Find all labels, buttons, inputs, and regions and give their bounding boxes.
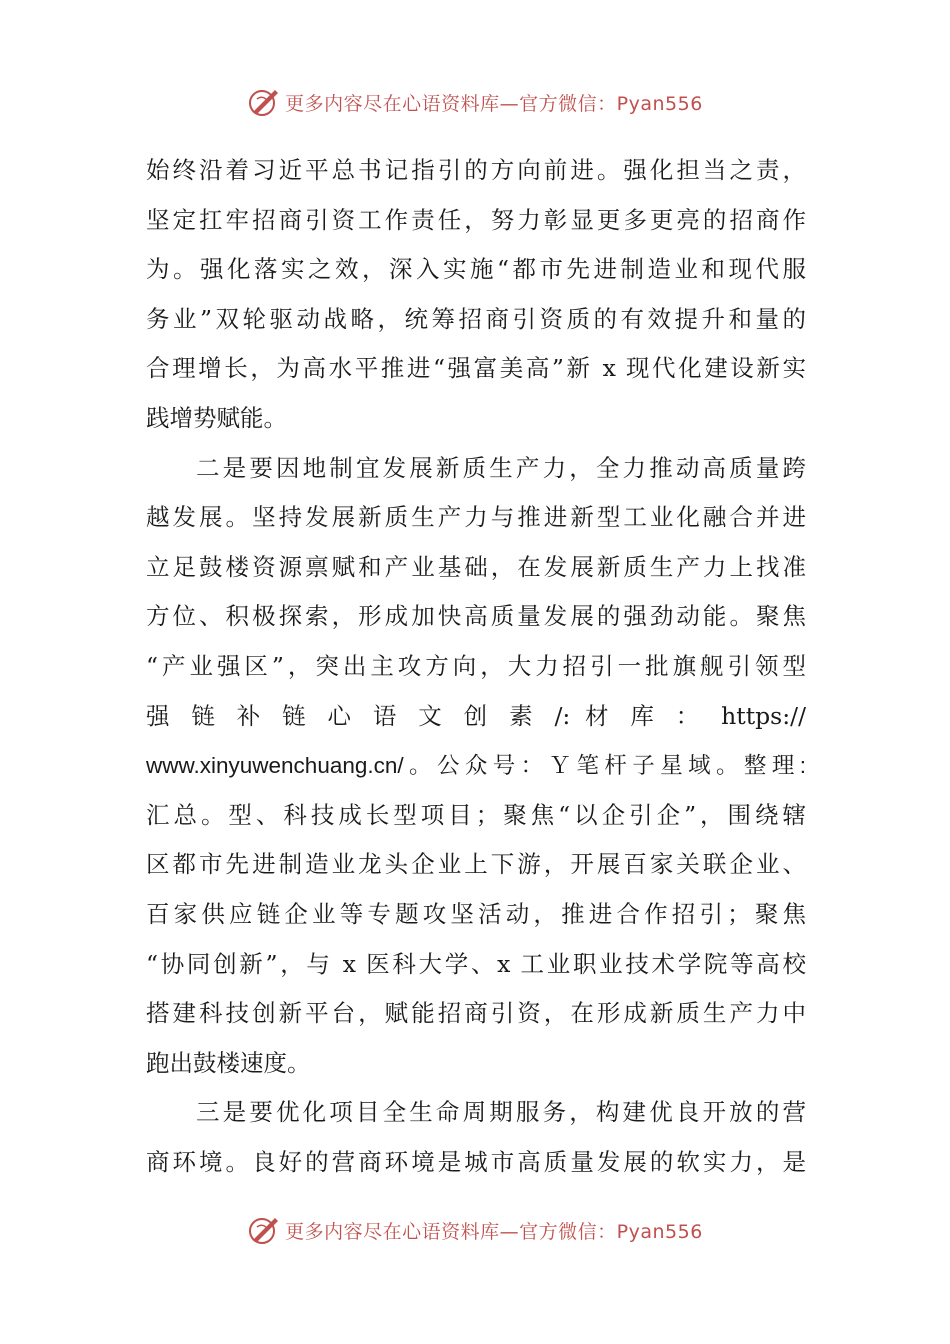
pen-logo-icon xyxy=(247,85,281,119)
text-line: 商环境。良好的营商环境是城市高质量发展的软实力，是 xyxy=(146,1147,806,1176)
text-line: 立足鼓楼资源禀赋和产业基础，在发展新质生产力上找准 xyxy=(146,552,806,581)
header-banner xyxy=(0,82,950,122)
text-line: 百家供应链企业等专题攻坚活动，推进合作招引；聚焦 xyxy=(146,899,806,928)
text-line: “协同创新”，与 x 医科大学、x 工业职业技术学院等高校 xyxy=(146,949,806,978)
text-line: 区都市先进制造业龙头企业上下游，开展百家关联企业、 xyxy=(146,850,806,879)
text-line: “产业强区”，突出主攻方向，大力招引一批旗舰引领型 xyxy=(146,651,806,680)
text-line: 汇总。型、科技成长型项目；聚焦“以企引企”，围绕辖 xyxy=(146,800,806,829)
text-line: 强 链 补 链 心 语 文 创 素 /: 材 库 ： https:// xyxy=(146,701,806,730)
document-body xyxy=(146,146,806,1187)
text-line: 越发展。坚持发展新质生产力与推进新型工业化融合并进 xyxy=(146,503,806,532)
text-line: 方位、积极探索，形成加快高质量发展的强劲动能。聚焦 xyxy=(146,602,806,631)
url-line: www.xinyuwenchuang.cn/。公众号：Ｙ笔杆子星域。整理: xyxy=(146,753,806,779)
pen-logo-icon xyxy=(247,1213,281,1247)
header-banner-text: 更多内容尽在心语资料库—官方微信：Pyan556 xyxy=(285,92,703,115)
text-line: 务业”双轮驱动战略，统筹招商引资质的有效提升和量的 xyxy=(146,304,806,333)
footer-banner-text: 更多内容尽在心语资料库—官方微信：Pyan556 xyxy=(285,1220,703,1243)
text-line: 合理增长，为高水平推进“强富美高”新 x 现代化建设新实 xyxy=(146,354,806,383)
text-line: 坚定扛牢招商引资工作责任，努力彰显更多更亮的招商作 xyxy=(146,205,806,234)
text-line: 搭建科技创新平台，赋能招商引资，在形成新质生产力中 xyxy=(146,999,806,1028)
paragraph-start-line: 三是要优化项目全生命周期服务，构建优良开放的营 xyxy=(196,1098,806,1127)
text-line: 始终沿着习近平总书记指引的方向前进。强化担当之责， xyxy=(146,156,806,184)
text-line: 践增势赋能。 xyxy=(146,403,287,432)
footer-banner xyxy=(0,1210,950,1250)
text-line: 为。强化落实之效，深入实施“都市先进制造业和现代服 xyxy=(146,255,806,284)
text-line: 跑出鼓楼速度。 xyxy=(146,1048,311,1077)
paragraph-start-line: 二是要因地制宜发展新质生产力，全力推动高质量跨 xyxy=(196,453,806,482)
